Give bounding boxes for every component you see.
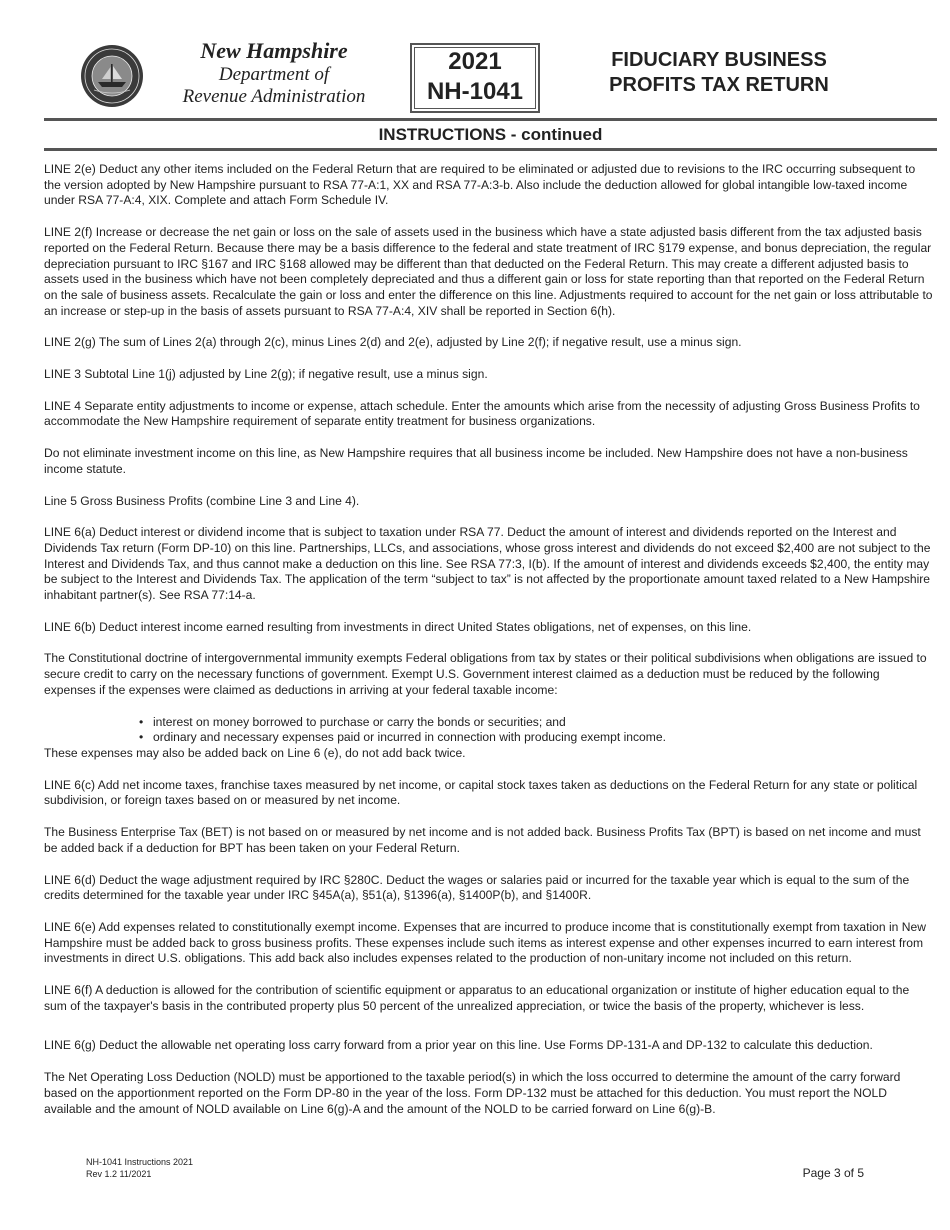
list-item: • ordinary and necessary expenses paid or incurred in connection with producing exempt income. <box>139 730 934 746</box>
paragraph-line-6a: LINE 6(a) Deduct interest or dividend income that is subject to taxation under RSA 77. Deduct the amount of interest and dividends reported on the Interest and Dividends Tax return (Form DP-10) on this line. Partnerships, LLCs, and associations, whose gross interest and dividends do not exceed $2,400 are not subject to the Interest and Dividends Tax, and thus cannot make a deduction on this line. See RSA 77:3, I(b). If the amount of interest and dividends exceeds $2,400, the entity may be subject to the Interest and Dividends Tax. The application of the term “subject to tax” is not affected by the proportionate amount taxed related to a New Hampshire inhabitant partner(s). See RSA 77:14-a. <box>44 525 931 603</box>
page-number: Page 3 of 5 <box>802 1166 864 1180</box>
form-number: NH-1041 <box>426 78 524 105</box>
section-title: INSTRUCTIONS - continued <box>378 125 603 144</box>
paragraph-line-3: LINE 3 Subtotal Line 1(j) adjusted by Line 2(g); if negative result, use a minus sign. <box>44 367 488 382</box>
footer-doc-name: NH-1041 Instructions 2021 <box>86 1157 194 1167</box>
paragraph-line-6f: LINE 6(f) A deduction is allowed for the contribution of scientific equipment or apparatus to an educational organization or institute of higher education equal to the sum of the taxpayer's basis in the contributed property plus 50 percent of the unrealized appreciation, or twice the basis of the property, whichever is less. <box>44 983 910 1013</box>
paragraph-line-6g-nold: The Net Operating Loss Deduction (NOLD) must be apportioned to the taxable period(s) in which the loss occurred to determine the amount of the carry forward based on the apportionment reported on the Form DP-80 in the year of the loss. Form DP-132 must be attached for this deduction. You must report the NOLD available and the amount of NOLD available on Line 6(g)-A and the amount of the NOLD to be carried forward on Line 6(g)-B. <box>44 1070 901 1116</box>
paragraph-line-6c-bet: The Business Enterprise Tax (BET) is not based on or measured by net income and is not added back. Business Profits Tax (BPT) is based on net income and must be added back if a deduction for BPT has been taken on your Federal Return. <box>44 825 921 855</box>
agency-department: Department of <box>218 64 330 85</box>
instructions-body <box>44 162 934 1133</box>
paragraph-line-6b-addback: These expenses may also be added back on Line 6 (e), do not add back twice. <box>44 745 466 760</box>
form-year: 2021 <box>448 48 502 75</box>
expense-list <box>139 715 934 746</box>
paragraph-line-5: Line 5 Gross Business Profits (combine Line 3 and Line 4). <box>44 493 360 508</box>
footer-revision: Rev 1.2 11/2021 <box>86 1169 152 1179</box>
footer-document-info <box>86 1156 193 1180</box>
header-divider-bottom <box>44 148 937 151</box>
paragraph-line-6d: LINE 6(d) Deduct the wage adjustment required by IRC §280C. Deduct the wages or salaries paid or incurred for the taxable year which is equal to the sum of the credits determined for the taxable year under IRC §45A(a), §51(a), §1396(a), §1400P(b), and §1400R. <box>44 872 910 903</box>
page-header <box>44 36 937 120</box>
form-title-line1: FIDUCIARY BUSINESS <box>611 49 827 71</box>
paragraph-line-2e: LINE 2(e) Deduct any other items included on the Federal Return that are required to be eliminated or adjusted due to revisions to the IRC occurring subsequent to the version adopted by New Hampshire pursuant to RSA 77-A:1, XX and RSA 77-A:3-b. Also include the deduction allowed for global intangible low-taxed income under RSA 77-A:4, XIX. Complete and attach Form Schedule IV. <box>44 162 916 208</box>
agency-division: Revenue Administration <box>182 86 366 107</box>
paragraph-line-6c: LINE 6(c) Add net income taxes, franchise taxes measured by net income, or capital stock taxes taken as deductions on the Federal Return for any state or political subdivision, or foreign taxes based on or measured by net income. <box>44 777 918 808</box>
paragraph-line-2g: LINE 2(g) The sum of Lines 2(a) through 2(c), minus Lines 2(d) and 2(e), adjusted by Line 2(f); if negative result, use a minus sign. <box>44 335 742 350</box>
paragraph-line-6b: LINE 6(b) Deduct interest income earned resulting from investments in direct United States obligations, net of expenses, on this line. <box>44 619 752 634</box>
agency-name: New Hampshire <box>200 38 348 63</box>
state-seal-icon <box>80 44 144 108</box>
form-id-box <box>410 43 540 113</box>
form-title-line2: PROFITS TAX RETURN <box>609 74 829 96</box>
paragraph-line-6e: LINE 6(e) Add expenses related to constitutionally exempt income. Expenses that are incurred to produce income that is constitutionally exempt from taxation in New Hampshire must be added back to gross business profits. These expenses include such items as interest expense and other expenses incurred to earn interest from investments in direct U.S. obligations. This add back also includes expenses related to the production of non-unitary income not included on this return. <box>44 919 926 966</box>
agency-block <box>169 38 379 108</box>
list-item: • interest on money borrowed to purchase or carry the bonds or securities; and <box>139 715 934 731</box>
paragraph-line-6g: LINE 6(g) Deduct the allowable net operating loss carry forward from a prior year on this line. Use Forms DP-131-A and DP-132 to calculate this deduction. <box>44 1038 873 1053</box>
form-title <box>604 48 834 98</box>
paragraph-line-4-note: Do not eliminate investment income on this line, as New Hampshire requires that all business income be included. New Hampshire does not have a non-business income statute. <box>44 446 908 476</box>
paragraph-line-4: LINE 4 Separate entity adjustments to income or expense, attach schedule. Enter the amounts which arise from the necessity of adjusting Gross Business Profits to accommodate the New Hampshire requirement of separate entity treatment for business organizations. <box>44 398 920 429</box>
paragraph-line-2f: LINE 2(f) Increase or decrease the net gain or loss on the sale of assets used in the business which have a state adjusted basis different from the tax adjusted basis reported on the Federal Return. Because there may be a basis difference to the federal and state treatment of IRC §179 expense, and bonus depreciation, the regular depreciation pursuant to IRC §167 and IRC §168 allowed may be different than that deducted on the Federal Return. This may create a different adjusted basis to assets used in the business which have not been completely depreciated and thus a different gain or loss for state reporting than that reported on the Federal Return on the sale of business assets. Recalculate the gain or loss and enter the difference on this line. Adjustments required to account for the net gain or loss attributable to an increase or step-up in the basis of assets pursuant to RSA 77-A:4, XIV shall be reported in Section 6(h). <box>44 225 933 318</box>
header-divider-top <box>44 118 937 121</box>
paragraph-line-6b-doctrine: The Constitutional doctrine of intergovernmental immunity exempts Federal obligations from tax by states or their political subdivisions when obligations are issued to secure credit to carry on the necessary functions of government. Exempt U.S. Government interest claimed as a deduction must be reduced by the following expenses if the expenses were claimed as deductions in arriving at your federal taxable income: <box>44 651 927 697</box>
